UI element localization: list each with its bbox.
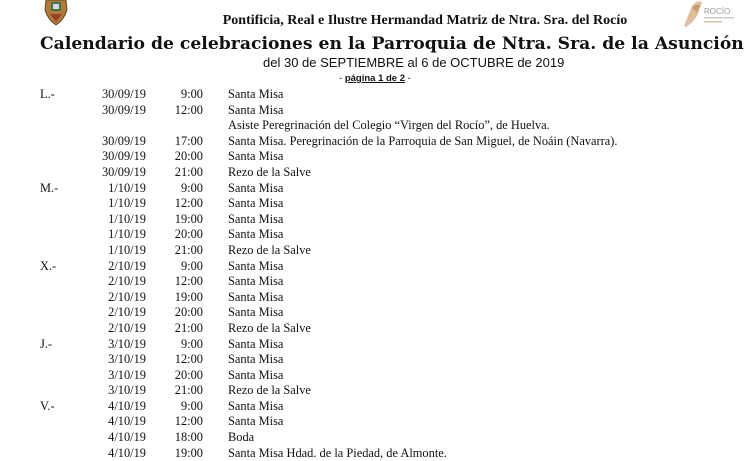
time-cell: 17:00 — [174, 133, 203, 148]
page-number: página 1 de 2 — [344, 73, 405, 84]
date-cell: 30/09/19 — [101, 87, 146, 101]
description-cell: Santa Misa — [228, 367, 284, 382]
schedule-row — [0, 352, 750, 368]
schedule-row — [0, 243, 750, 259]
weekday-label: V.- — [40, 398, 55, 413]
weekday-label: X.- — [40, 258, 57, 273]
time-cell: 20:00 — [174, 305, 203, 320]
date-cell: 3/10/19 — [108, 336, 146, 351]
weekday-label: J.- — [40, 336, 53, 351]
date-cell: 1/10/19 — [108, 211, 146, 226]
description-cell: Santa Misa — [228, 196, 284, 211]
schedule-row — [0, 337, 750, 353]
schedule-row — [0, 227, 750, 243]
date-cell: 3/10/19 — [108, 367, 146, 382]
schedule-row — [0, 118, 750, 134]
description-cell: Santa Misa — [228, 102, 284, 117]
date-cell: 4/10/19 — [108, 414, 146, 429]
description-cell: Santa Misa — [228, 87, 284, 101]
time-cell: 21:00 — [174, 383, 203, 398]
page-prefix: - — [339, 73, 345, 84]
date-cell: 2/10/19 — [108, 274, 146, 289]
time-cell: 20:00 — [174, 149, 203, 164]
time-cell: 20:00 — [174, 227, 203, 242]
time-cell: 19:00 — [174, 289, 203, 304]
date-cell: 2/10/19 — [108, 258, 146, 273]
date-cell: 1/10/19 — [108, 242, 146, 257]
description-cell: Santa Misa — [228, 227, 284, 242]
date-cell: 30/09/19 — [101, 149, 146, 164]
date-cell: 30/09/19 — [101, 102, 146, 117]
description-cell: Santa Misa — [228, 180, 284, 195]
description-cell: Santa Misa — [228, 414, 284, 429]
description-cell: Santa Misa — [228, 258, 284, 273]
description-cell: Santa Misa. Peregrinación de la Parroquia de San Miguel, de Noáin (Navarra). — [228, 133, 618, 148]
description-cell: Rezo de la Salve — [228, 164, 311, 179]
schedule-row — [0, 103, 750, 119]
description-cell: Santa Misa — [228, 352, 284, 367]
page-title: Calendario de celebraciones en la Parroquia de Ntra. Sra. de la Asunción — [40, 34, 744, 54]
schedule-row — [0, 383, 750, 399]
time-cell: 18:00 — [174, 430, 203, 445]
date-cell: 2/10/19 — [108, 305, 146, 320]
time-cell: 9:00 — [180, 258, 203, 273]
schedule-row — [0, 165, 750, 181]
time-cell: 12:00 — [174, 414, 203, 429]
weekday-label: M.- — [40, 180, 59, 195]
page-indicator — [339, 73, 411, 84]
description-cell: Santa Misa — [228, 274, 284, 289]
description-cell: Rezo de la Salve — [228, 383, 311, 398]
date-cell: 1/10/19 — [108, 196, 146, 211]
schedule-row — [0, 196, 750, 212]
description-cell: Santa Misa — [228, 289, 284, 304]
schedule-row — [0, 321, 750, 337]
date-cell: 4/10/19 — [108, 398, 146, 413]
description-cell: Rezo de la Salve — [228, 242, 311, 257]
description-cell: Asiste Peregrinación del Colegio “Virgen del Rocío”, de Huelva. — [228, 118, 550, 133]
date-cell: 4/10/19 — [108, 445, 146, 460]
time-cell: 9:00 — [180, 87, 203, 101]
schedule-row — [0, 149, 750, 165]
schedule-row — [0, 399, 750, 415]
time-cell: 21:00 — [174, 320, 203, 335]
description-cell: Santa Misa Hdad. de la Piedad, de Almonte. — [228, 445, 447, 460]
date-cell: 1/10/19 — [108, 227, 146, 242]
time-cell: 19:00 — [174, 445, 203, 460]
page-suffix: - — [405, 73, 411, 84]
date-cell: 4/10/19 — [108, 430, 146, 445]
time-cell: 9:00 — [180, 180, 203, 195]
time-cell: 19:00 — [174, 211, 203, 226]
date-cell: 30/09/19 — [101, 164, 146, 179]
schedule-row — [0, 430, 750, 446]
schedule-row — [0, 274, 750, 290]
description-cell: Santa Misa — [228, 336, 284, 351]
schedule-row — [0, 259, 750, 275]
date-cell: 1/10/19 — [108, 180, 146, 195]
weekday-label: L.- — [40, 87, 55, 101]
schedule-row — [0, 212, 750, 228]
time-cell: 9:00 — [180, 336, 203, 351]
time-cell: 12:00 — [174, 102, 203, 117]
schedule-row — [0, 181, 750, 197]
schedule-row — [0, 446, 750, 461]
schedule-table — [0, 87, 750, 461]
time-cell: 21:00 — [174, 242, 203, 257]
brotherhood-name: Pontificia, Real e Ilustre Hermandad Matriz de Ntra. Sra. del Rocío — [222, 13, 628, 28]
date-cell: 2/10/19 — [108, 320, 146, 335]
time-cell: 21:00 — [174, 164, 203, 179]
date-cell: 3/10/19 — [108, 383, 146, 398]
description-cell: Santa Misa — [228, 305, 284, 320]
schedule-row — [0, 368, 750, 384]
time-cell: 12:00 — [174, 352, 203, 367]
date-cell: 2/10/19 — [108, 289, 146, 304]
description-cell: Santa Misa — [228, 211, 284, 226]
schedule-row — [0, 87, 750, 103]
description-cell: Rezo de la Salve — [228, 320, 311, 335]
description-cell: Boda — [228, 430, 255, 445]
schedule-row — [0, 290, 750, 306]
schedule-row — [0, 414, 750, 430]
logo-text: ROCÍO — [704, 7, 731, 16]
schedule-row — [0, 134, 750, 150]
date-range: del 30 de SEPTIEMBRE al 6 de OCTUBRE de 2019 — [263, 55, 565, 70]
description-cell: Santa Misa — [228, 149, 284, 164]
time-cell: 9:00 — [180, 398, 203, 413]
time-cell: 20:00 — [174, 367, 203, 382]
description-cell: Santa Misa — [228, 398, 284, 413]
date-cell: 3/10/19 — [108, 352, 146, 367]
time-cell: 12:00 — [174, 274, 203, 289]
time-cell: 12:00 — [174, 196, 203, 211]
schedule-row — [0, 305, 750, 321]
date-cell: 30/09/19 — [101, 133, 146, 148]
